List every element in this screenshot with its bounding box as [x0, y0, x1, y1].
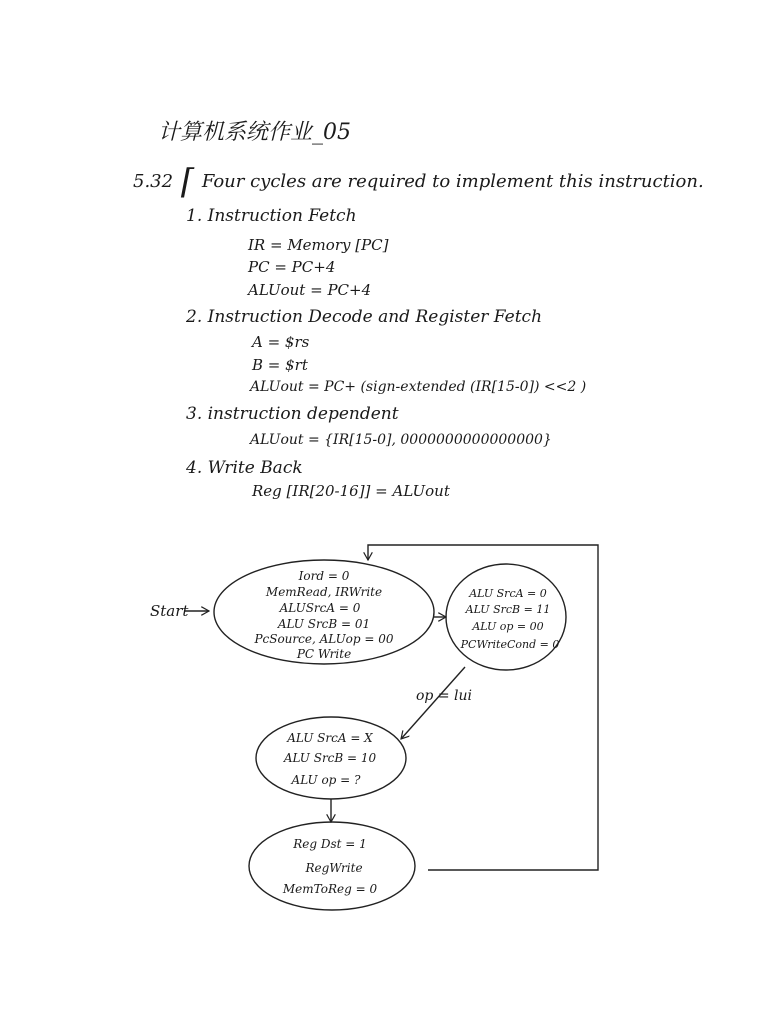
step-3-line-1: ALUout = {IR[15-0], 0000000000000000} — [250, 432, 552, 448]
step-4-line-1: Reg [IR[20-16]] = ALUout — [252, 482, 450, 500]
state-2-line-2: ALU SrcB = 10 — [283, 751, 377, 765]
step-1-line-1: IR = Memory [PC] — [248, 236, 389, 254]
state-0-line-1: Iord = 0 — [298, 569, 350, 583]
step-4-heading: 4. Write Back — [186, 458, 303, 478]
step-3-heading: 3. instruction dependent — [186, 404, 399, 424]
step-1-heading: 1. Instruction Fetch — [186, 206, 357, 226]
state-1-ellipse — [446, 564, 566, 670]
problem-statement: Four cycles are required to implement this instruction. — [201, 171, 704, 192]
state-3-line-1: Reg Dst = 1 — [293, 837, 367, 851]
problem-number: 5.32 — [133, 171, 174, 192]
state-0-line-3: ALUSrcA = 0 — [279, 601, 361, 615]
state-0-line-5: PcSource, ALUop = 00 — [254, 632, 394, 646]
step-2-line-2: B = $rt — [252, 356, 308, 374]
state-1-line-4: PCWriteCond = 0 — [460, 638, 560, 651]
state-0-line-6: PC Write — [296, 647, 352, 661]
state-2-line-1: ALU SrcA = X — [287, 731, 373, 745]
state-1-line-3: ALU op = 00 — [472, 620, 544, 633]
state-2-line-3: ALU op = ? — [291, 773, 361, 787]
step-1-line-3: ALUout = PC+4 — [248, 281, 372, 299]
state-3-line-3: MemToReg = 0 — [282, 882, 378, 896]
state-3-line-2: RegWrite — [305, 861, 363, 875]
transition-label: op = lui — [416, 688, 472, 704]
step-1-line-2: PC = PC+4 — [248, 258, 336, 276]
state-0-line-2: MemRead, IRWrite — [265, 585, 383, 599]
step-2-heading: 2. Instruction Decode and Register Fetch — [186, 307, 543, 327]
step-2-line-1: A = $rs — [252, 333, 310, 351]
state-1-line-1: ALU SrcA = 0 — [469, 587, 547, 600]
state-1-line-2: ALU SrcB = 11 — [465, 603, 551, 616]
page-title: 计算机系统作业_05 — [158, 120, 351, 145]
state-0-line-4: ALU SrcB = 01 — [277, 617, 371, 631]
step-2-line-3: ALUout = PC+ (sign-extended (IR[15-0]) <<2 ) — [250, 379, 587, 395]
bracket-mark: ⌈ — [180, 162, 195, 202]
start-label: Start — [150, 602, 189, 620]
